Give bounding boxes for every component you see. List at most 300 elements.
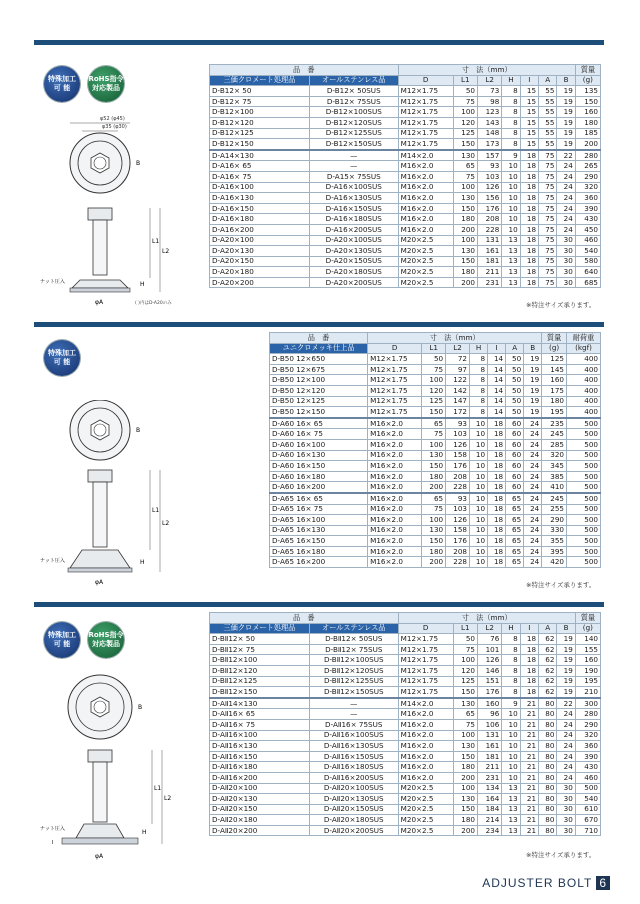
table-cell: 125	[542, 354, 567, 365]
table-cell: 18	[488, 515, 506, 526]
table-cell: 101	[477, 644, 501, 655]
table-cell: 8	[502, 634, 520, 645]
table-cell: 10	[502, 193, 520, 204]
table-cell: 500	[567, 536, 601, 547]
table-cell: 245	[542, 493, 567, 504]
table-cell: M16×2.0	[398, 751, 453, 762]
table-cell: D-A20×200	[210, 277, 310, 288]
table-cell: D-AⅡ16×100	[210, 730, 310, 741]
table-cell: 8	[502, 687, 520, 698]
table-cell: M16×2.0	[398, 709, 453, 720]
table-cell: M16×2.0	[398, 719, 453, 730]
adjuster-bolt-drawing-3	[40, 672, 200, 867]
table-cell: 24	[557, 171, 575, 182]
table-row	[270, 354, 601, 365]
table-row	[270, 429, 601, 440]
table-cell: 60	[506, 439, 524, 450]
col-dim-header: 寸 法（mm）	[368, 333, 542, 344]
table-cell: 75	[422, 504, 446, 515]
table-row	[210, 676, 601, 687]
table-cell: 18	[488, 471, 506, 482]
table-cell: 65	[453, 161, 477, 172]
custom-size-note-1: ※特注サイズ承ります。	[526, 301, 596, 309]
dim-a: φA	[95, 579, 104, 586]
table-row	[210, 634, 601, 645]
table-cell: 75	[539, 235, 557, 246]
table-cell: 14	[488, 375, 506, 386]
table-cell: 181	[477, 256, 501, 267]
custom-size-note-2: ※特注サイズ承ります。	[526, 581, 596, 589]
table-cell: 120	[422, 385, 446, 396]
table-cell: 640	[575, 267, 600, 278]
col-part-header: 品 番	[210, 65, 399, 76]
table-cell: 103	[446, 504, 470, 515]
table-cell: 100	[422, 439, 446, 450]
dim-h: H	[140, 281, 145, 288]
table-cell: 13	[502, 794, 520, 805]
table-cell: 290	[542, 515, 567, 526]
table-row	[270, 525, 601, 536]
table-cell: 130	[453, 698, 477, 709]
table-cell: 13	[502, 246, 520, 257]
table-cell: 400	[567, 385, 601, 396]
table-cell: 120	[453, 665, 477, 676]
table-cell: D-AⅡ20×200	[210, 825, 310, 836]
table-cell: 10	[502, 772, 520, 783]
table-cell: 14	[488, 385, 506, 396]
table-cell: M16×2.0	[368, 471, 422, 482]
table-cell: 18	[520, 182, 538, 193]
table-cell: 21	[520, 825, 538, 836]
special-processing-badge: 特殊加工 可 能	[44, 340, 80, 376]
table-cell: M16×2.0	[368, 439, 422, 450]
table-cell: M12×1.75	[368, 407, 422, 418]
table-cell: D-A20×100SUS	[309, 235, 398, 246]
table-cell: 500	[567, 450, 601, 461]
table-cell: 75	[422, 364, 446, 375]
table-cell: D-BⅡ12×120SUS	[309, 665, 398, 676]
table-cell: 158	[446, 450, 470, 461]
table-cell: 30	[557, 246, 575, 257]
table-cell: 18	[520, 150, 538, 161]
table-cell: 10	[502, 161, 520, 172]
table-cell: 184	[477, 804, 501, 815]
table-cell: D-A16×130	[210, 193, 310, 204]
col-chromate: 三価クロメート処理品	[210, 75, 310, 86]
table-cell: 100	[422, 375, 446, 386]
table-cell: 30	[557, 804, 575, 815]
col-b: B	[524, 343, 542, 354]
table-cell: 131	[477, 235, 501, 246]
table-cell: 150	[453, 751, 477, 762]
table-cell: M16×2.0	[398, 182, 453, 193]
col-a: A	[539, 75, 557, 86]
table-cell: D-A16×200	[210, 224, 310, 235]
table-cell: 65	[453, 709, 477, 720]
table-cell: 62	[539, 644, 557, 655]
table-cell: D-AⅡ16×130	[210, 741, 310, 752]
table-cell: 65	[506, 493, 524, 504]
col-d: D	[398, 623, 453, 634]
table-cell: 75	[539, 182, 557, 193]
table-cell: 106	[477, 719, 501, 730]
table-cell: 140	[575, 634, 600, 645]
table-cell: 80	[539, 783, 557, 794]
table-cell: 10	[502, 719, 520, 730]
table-cell: 208	[446, 471, 470, 482]
table-cell: 80	[539, 709, 557, 720]
table-row	[210, 246, 601, 257]
table-cell: 10	[502, 730, 520, 741]
table-cell: 345	[542, 461, 567, 472]
table-cell: D-A65 16× 65	[270, 493, 368, 504]
table-cell: 123	[477, 107, 501, 118]
table-cell: D-AⅡ16×200	[210, 772, 310, 783]
footer-title: ADJUSTER BOLT	[482, 876, 593, 890]
table-cell: 19	[557, 107, 575, 118]
table-cell: D-A20×180	[210, 267, 310, 278]
table-cell: 15	[520, 117, 538, 128]
table-cell: 72	[446, 354, 470, 365]
col-b: B	[557, 75, 575, 86]
table-cell: 14	[488, 407, 506, 418]
table-cell: 21	[520, 698, 538, 709]
table-cell: 24	[557, 751, 575, 762]
table-cell: D-B12× 75SUS	[309, 96, 398, 107]
table-cell: M16×2.0	[398, 224, 453, 235]
table-row	[210, 665, 601, 676]
table-cell: 15	[520, 128, 538, 139]
table-cell: 330	[542, 525, 567, 536]
table-cell: 60	[506, 471, 524, 482]
table-cell: 400	[567, 354, 601, 365]
table-cell: D-AⅡ20×150SUS	[309, 804, 398, 815]
table-cell: —	[309, 709, 398, 720]
table-cell: 62	[539, 687, 557, 698]
col-l2: L2	[446, 343, 470, 354]
table-cell: 146	[477, 665, 501, 676]
table-cell: 200	[422, 557, 446, 568]
table-row	[210, 698, 601, 709]
spec-table-2	[269, 332, 601, 568]
table-cell: 280	[575, 150, 600, 161]
table-row	[270, 471, 601, 482]
table-cell: 21	[520, 804, 538, 815]
table-cell: 19	[524, 375, 542, 386]
table-cell: D-AⅡ20×130	[210, 794, 310, 805]
table-cell: 24	[524, 525, 542, 536]
table-cell: 22	[557, 150, 575, 161]
table-cell: 24	[557, 224, 575, 235]
table-cell: D-AⅡ20×100	[210, 783, 310, 794]
table-cell: 18	[488, 429, 506, 440]
table-cell: 211	[477, 267, 501, 278]
dim-d1: φ52 (φ45)	[100, 116, 125, 122]
table-cell: 60	[506, 482, 524, 493]
col-part-header: 品 番	[210, 613, 399, 624]
table-cell: 10	[470, 557, 488, 568]
table-cell: 55	[539, 96, 557, 107]
table-cell: 13	[502, 783, 520, 794]
table-cell: 80	[539, 825, 557, 836]
table-cell: 100	[453, 730, 477, 741]
table-cell: 30	[557, 267, 575, 278]
table-cell: 100	[453, 182, 477, 193]
table-cell: D-A60 16×180	[270, 471, 368, 482]
special-processing-badge: 特殊加工 可 能	[44, 622, 80, 658]
table-cell: 18	[488, 525, 506, 536]
table-cell: D-A65 16×130	[270, 525, 368, 536]
table-cell: 231	[477, 772, 501, 783]
table-cell: M16×2.0	[368, 493, 422, 504]
table-cell: M20×2.5	[398, 246, 453, 257]
table-cell: 160	[575, 655, 600, 666]
table-cell: 228	[446, 557, 470, 568]
table-cell: 208	[477, 214, 501, 225]
table-cell: D-B12× 75	[210, 96, 310, 107]
table-cell: 211	[477, 762, 501, 773]
table-cell: 147	[446, 396, 470, 407]
table-row	[210, 825, 601, 836]
table-cell: 430	[575, 762, 600, 773]
col-a: A	[539, 623, 557, 634]
table-cell: 21	[520, 741, 538, 752]
table-cell: 18	[520, 214, 538, 225]
table-cell: 18	[520, 256, 538, 267]
label-nut: ナット圧入	[40, 826, 65, 832]
table-cell: 18	[488, 493, 506, 504]
table-cell: 500	[567, 439, 601, 450]
table-cell: 130	[453, 193, 477, 204]
table-cell: 55	[539, 107, 557, 118]
table-cell: 10	[470, 515, 488, 526]
table-cell: 18	[520, 193, 538, 204]
table-cell: D-B50 12×650	[270, 354, 368, 365]
table-cell: 10	[502, 182, 520, 193]
table-cell: 55	[539, 139, 557, 150]
table-cell: M16×2.0	[368, 450, 422, 461]
table-cell: 80	[539, 741, 557, 752]
table-row	[210, 214, 601, 225]
table-cell: D-AⅡ16×150	[210, 751, 310, 762]
table-cell: 18	[520, 224, 538, 235]
table-cell: D-A16× 75	[210, 171, 310, 182]
col-unichrome: ユニクロメッキ仕上品	[270, 343, 368, 354]
table-cell: M16×2.0	[398, 741, 453, 752]
table-cell: D-AⅡ16× 75	[210, 719, 310, 730]
table-cell: 24	[524, 493, 542, 504]
table-cell: D-A15× 75SUS	[309, 171, 398, 182]
table-row	[270, 364, 601, 375]
table-cell: 19	[524, 354, 542, 365]
table-cell: 164	[477, 794, 501, 805]
table-cell: 50	[506, 354, 524, 365]
table-cell: 93	[446, 418, 470, 429]
table-cell: 75	[539, 214, 557, 225]
table-row	[270, 450, 601, 461]
table-cell: 24	[524, 461, 542, 472]
table-cell: 10	[470, 429, 488, 440]
table-cell: D-A20×150	[210, 256, 310, 267]
label-nut: ナット圧入	[40, 279, 65, 285]
table-cell: D-A60 16×200	[270, 482, 368, 493]
table-cell: 10	[470, 418, 488, 429]
table-cell: 50	[506, 364, 524, 375]
table-row	[210, 644, 601, 655]
table-cell: 500	[567, 461, 601, 472]
table-cell: 180	[453, 815, 477, 826]
table-cell: 157	[477, 150, 501, 161]
table-cell: 30	[557, 235, 575, 246]
table-cell: D-A65 16× 75	[270, 504, 368, 515]
table-cell: 24	[524, 504, 542, 515]
table-cell: 685	[575, 277, 600, 288]
table-row	[210, 150, 601, 161]
table-cell: M12×1.75	[368, 375, 422, 386]
table-cell: 200	[453, 825, 477, 836]
table-cell: 160	[542, 375, 567, 386]
table-cell: D-B12× 50	[210, 86, 310, 97]
col-chromate: 三価クロメート処理品	[210, 623, 310, 634]
table-cell: M20×2.5	[398, 783, 453, 794]
table-cell: 175	[542, 385, 567, 396]
table-cell: 21	[520, 751, 538, 762]
table-cell: 30	[557, 256, 575, 267]
table-cell: M20×2.5	[398, 804, 453, 815]
table-cell: D-AⅡ16× 75SUS	[309, 719, 398, 730]
table-row	[210, 709, 601, 720]
table-cell: 24	[557, 741, 575, 752]
table-cell: M12×1.75	[398, 634, 453, 645]
page-footer	[482, 876, 610, 890]
table-cell: 75	[539, 150, 557, 161]
table-row	[210, 182, 601, 193]
table-cell: 160	[477, 698, 501, 709]
table-cell: 500	[567, 482, 601, 493]
table-cell: 500	[567, 429, 601, 440]
table-cell: 93	[446, 493, 470, 504]
table-cell: 21	[520, 709, 538, 720]
table-cell: 55	[539, 117, 557, 128]
table-row	[210, 256, 601, 267]
table-cell: D-AⅡ20×130SUS	[309, 794, 398, 805]
table-cell: 65	[506, 515, 524, 526]
table-cell: 13	[502, 804, 520, 815]
table-cell: D-B12×150SUS	[309, 139, 398, 150]
table-cell: 14	[488, 354, 506, 365]
table-cell: 18	[488, 482, 506, 493]
table-row	[270, 439, 601, 450]
table-cell: 390	[575, 751, 600, 762]
table-cell: D-A65 16×150	[270, 536, 368, 547]
table-cell: 30	[557, 825, 575, 836]
table-cell: D-A20×180SUS	[309, 267, 398, 278]
table-cell: 122	[446, 375, 470, 386]
table-cell: M16×2.0	[368, 482, 422, 493]
table-cell: 8	[502, 676, 520, 687]
table-cell: 18	[488, 450, 506, 461]
table-cell: 125	[453, 676, 477, 687]
table-cell: 24	[557, 203, 575, 214]
table-cell: 55	[539, 86, 557, 97]
rohs-badge: RoHS指令 対応製品	[88, 66, 124, 102]
table-cell: D-BⅡ12×100SUS	[309, 655, 398, 666]
table-cell: 8	[502, 644, 520, 655]
table-cell: D-AⅡ16×180SUS	[309, 762, 398, 773]
table-cell: D-BⅡ12×150SUS	[309, 687, 398, 698]
table-cell: D-AⅡ16×180	[210, 762, 310, 773]
table-cell: 500	[567, 515, 601, 526]
table-cell: D-BⅡ12×125	[210, 676, 310, 687]
table-cell: 18	[520, 277, 538, 288]
table-row	[210, 139, 601, 150]
dim-b: B	[138, 704, 143, 711]
table-cell: 13	[502, 256, 520, 267]
table-cell: 75	[539, 193, 557, 204]
table-cell: M12×1.75	[398, 687, 453, 698]
table-cell: 18	[488, 439, 506, 450]
table-cell: M16×2.0	[368, 525, 422, 536]
table-row	[270, 385, 601, 396]
table-cell: 24	[557, 719, 575, 730]
table-cell: 200	[453, 772, 477, 783]
table-cell: 180	[453, 214, 477, 225]
table-cell: 100	[453, 783, 477, 794]
col-h: H	[502, 75, 520, 86]
table-cell: 65	[422, 418, 446, 429]
table-cell: 290	[575, 171, 600, 182]
table-cell: D-B50 12×125	[270, 396, 368, 407]
table-cell: 50	[506, 385, 524, 396]
table-row	[210, 772, 601, 783]
table-cell: 180	[575, 117, 600, 128]
table-cell: D-B12× 50SUS	[309, 86, 398, 97]
table-cell: 280	[575, 709, 600, 720]
table-cell: 18	[488, 536, 506, 547]
col-l2: L2	[477, 623, 501, 634]
table-cell: D-BⅡ12×125SUS	[309, 676, 398, 687]
table-cell: 18	[488, 418, 506, 429]
table-cell: 234	[477, 825, 501, 836]
table-cell: 210	[575, 687, 600, 698]
table-cell: D-AⅡ16× 65	[210, 709, 310, 720]
table-cell: 255	[542, 504, 567, 515]
table-cell: 580	[575, 256, 600, 267]
table-cell: 75	[453, 719, 477, 730]
table-cell: 15	[520, 107, 538, 118]
col-mass-header: 質量	[542, 333, 567, 344]
col-mass-header: 質量	[575, 65, 600, 76]
table-cell: 75	[539, 161, 557, 172]
table-cell: 18	[520, 676, 538, 687]
table-cell: 450	[575, 224, 600, 235]
table-cell: 130	[453, 246, 477, 257]
adjuster-bolt-drawing-2	[40, 400, 200, 590]
table-row	[210, 655, 601, 666]
table-row	[210, 203, 601, 214]
table-row	[210, 277, 601, 288]
table-cell: 10	[502, 709, 520, 720]
table-row	[210, 719, 601, 730]
special-processing-badge: 特殊加工 可 能	[44, 66, 80, 102]
table-cell: D-BⅡ12× 50	[210, 634, 310, 645]
table-cell: D-B12×120SUS	[309, 117, 398, 128]
table-row	[270, 407, 601, 418]
table-cell: 151	[477, 676, 501, 687]
table-cell: 158	[446, 525, 470, 536]
table-cell: 180	[453, 267, 477, 278]
table-cell: D-A20×100	[210, 235, 310, 246]
